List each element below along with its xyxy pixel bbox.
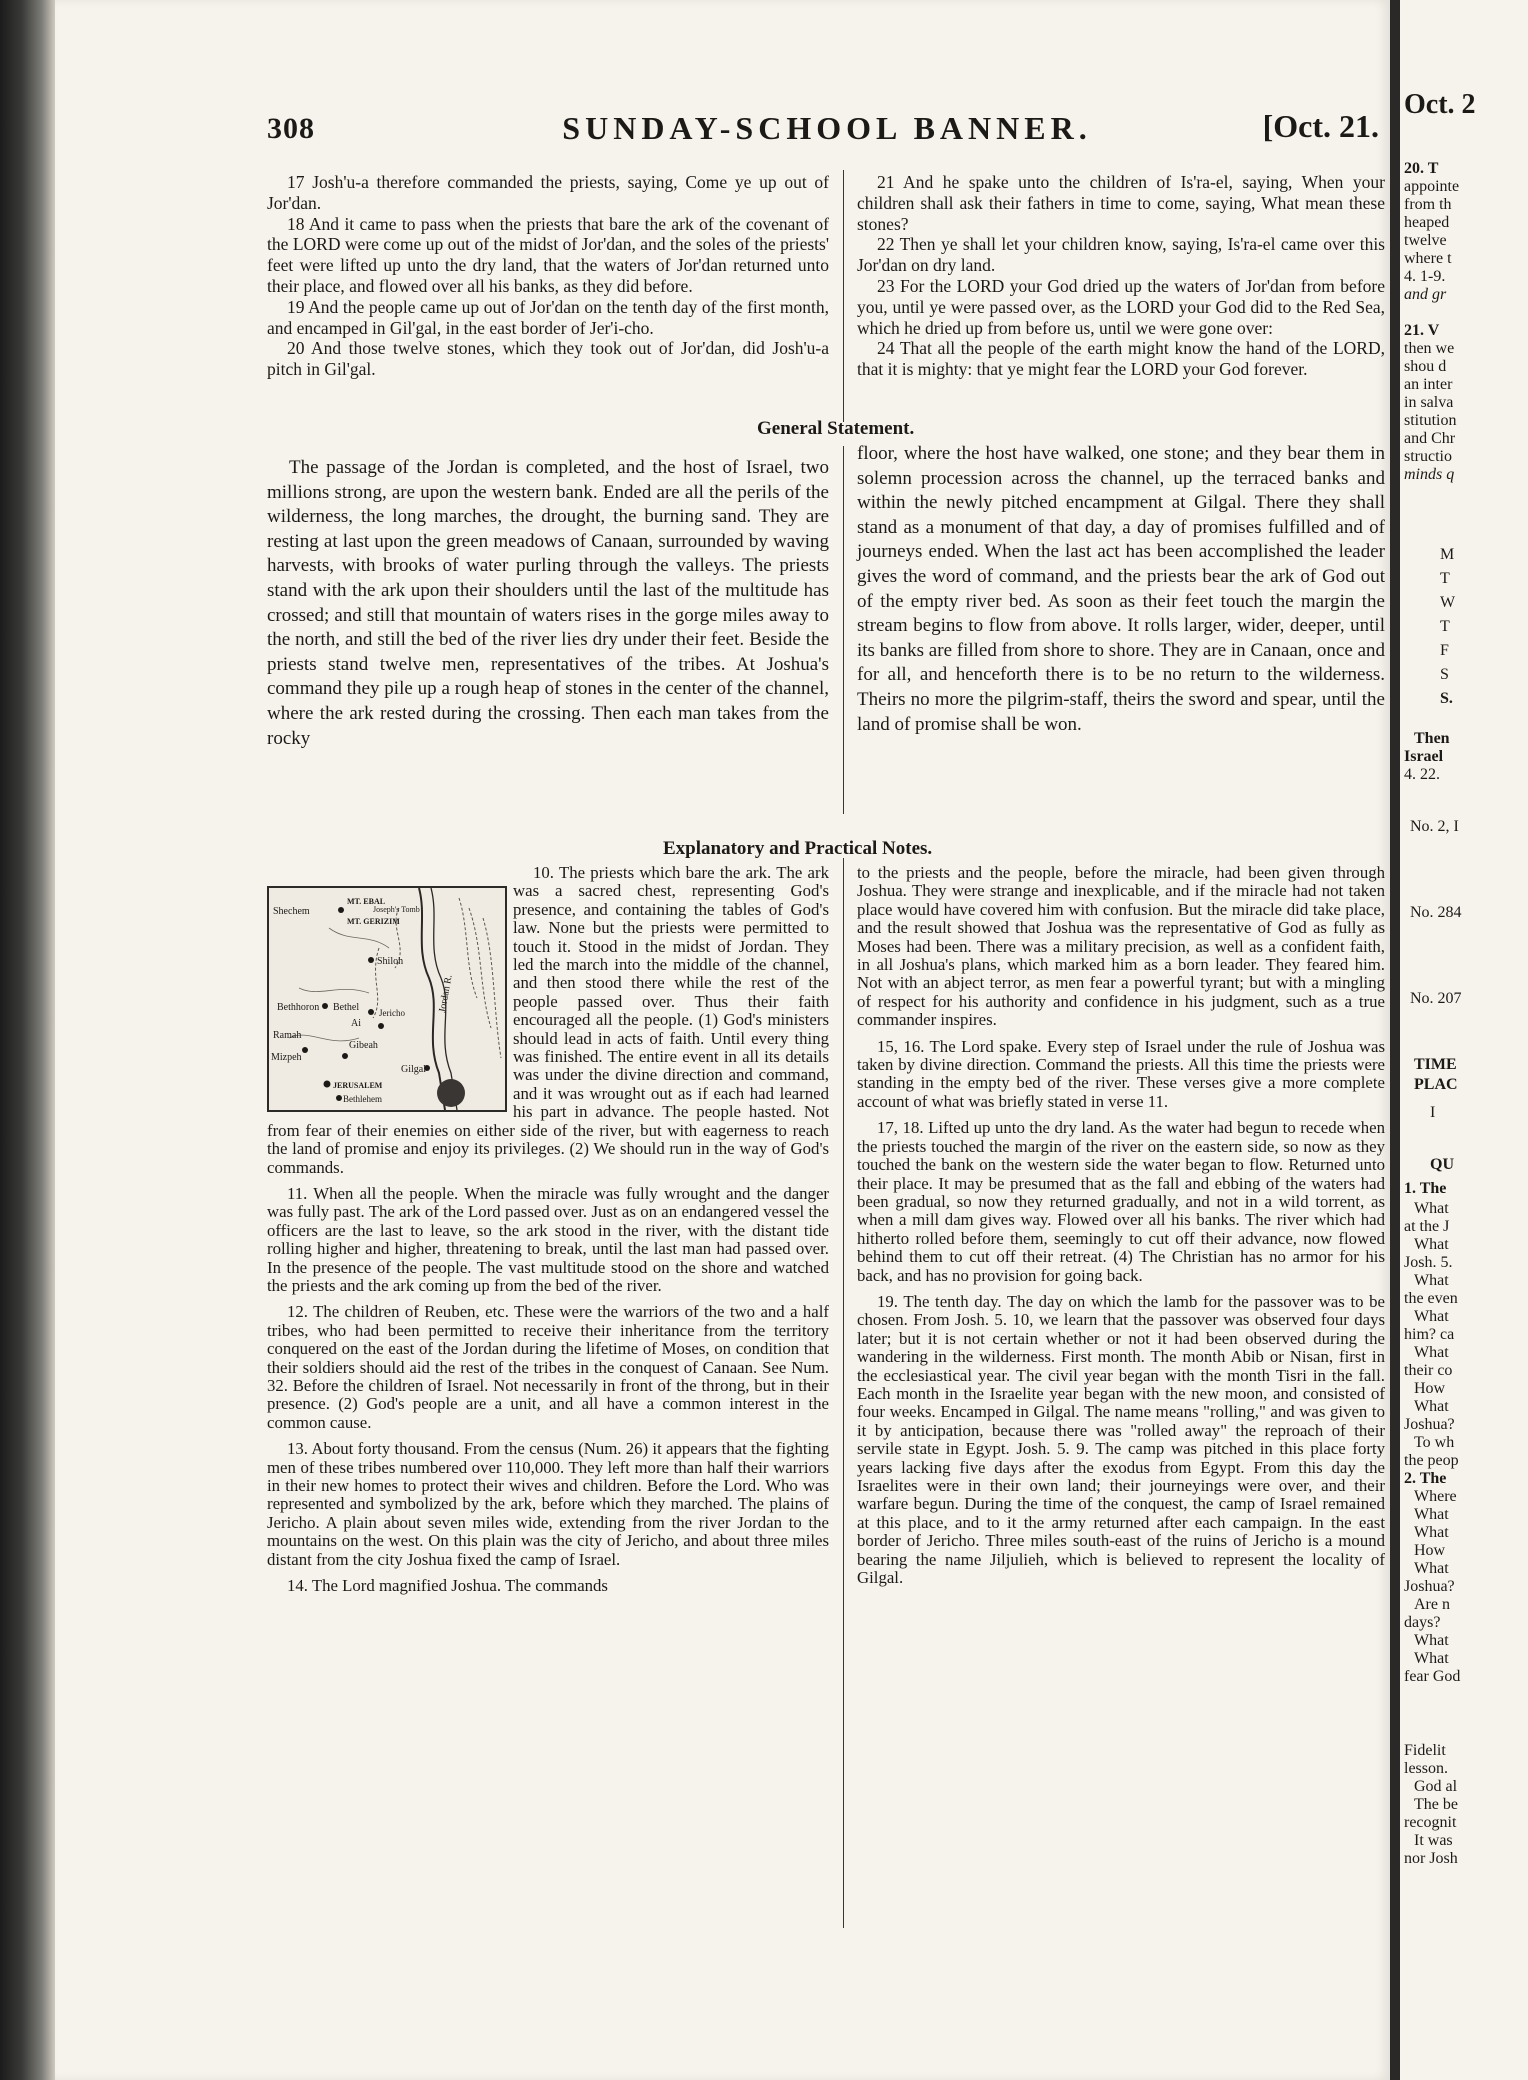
adjacent-page [1400,0,1528,2080]
adjacent-page-line: F [1440,642,1449,659]
adjacent-page-line: fear God [1404,1668,1461,1685]
adjacent-page-line: the peop [1404,1452,1459,1469]
adjacent-page-line: W [1440,594,1456,611]
adjacent-page-line: the even [1404,1290,1458,1307]
notes-left [267,864,829,1603]
adjacent-page-line: No. 284 [1410,904,1462,921]
adjacent-page-line: What [1414,1398,1449,1415]
note-14: 14. The Lord magnified Joshua. The commands [287,1576,608,1596]
adjacent-page-line: TIME [1414,1056,1457,1073]
adjacent-page-line: Israel [1404,748,1444,765]
map-label-shiloh: Shiloh [377,956,404,967]
adjacent-page-line: an inter [1404,376,1453,393]
adjacent-page-line: What [1414,1308,1449,1325]
map-label-bethlehem: Bethlehem [343,1094,382,1104]
page [55,0,1390,2080]
adjacent-page-line: What [1414,1632,1449,1649]
adjacent-page-line: It was [1414,1832,1453,1849]
adjacent-page-line: T [1440,618,1450,635]
adjacent-page-line: What [1414,1344,1449,1361]
notes-right [857,864,1385,1595]
note-12: 12. The children of Reuben, etc. These were the warriors of the two and a half tribes, who had been permitted to receive their inheritance from the territory conquered on the east of the Jordan during the lifetime of Moses, on condition that their soldiers should aid the rest of the tribes in the conquest of Canaan. See Num. 32. Before the children of Israel. Not necessarily in front of the throng, but in their presence. (2) God's people are a unit, and all have a common interest in the common cause. [267,1302,829,1432]
adjacent-page-line: What [1414,1524,1449,1541]
adjacent-page-line: What [1414,1650,1449,1667]
adjacent-page-line: Josh. 5. [1404,1254,1453,1271]
note-17-18: 17, 18. Lifted up unto the dry land. As the water had begun to recede when the priests touched the margin of the river on the eastern side, so now as they touched the bank on the western side the water began to flow. Returned unto their place. It may be presumed that as the fall and ebbing of the waters had been gradual, so now they returned gradually, and not in a wild torrent, as when a mill dam gives way. Flowed over all his banks. The river which had hitherto rolled before them, seemingly to cut off their advance, now flowed behind them to cut off their retreat. (4) The Christian has no armor for his back, and has no provision for going back. [857,1118,1385,1285]
page-title: SUNDAY-SCHOOL BANNER. [562,110,1092,146]
column-rule [843,858,844,1928]
adjacent-page-line: 4. 1-9. [1404,268,1446,285]
map-label-gilgal: Gilgal [401,1064,426,1075]
adjacent-page-line: What [1414,1272,1449,1289]
adjacent-page-line: S. [1440,690,1453,707]
adjacent-page-line: How [1414,1542,1446,1559]
verse-17: 17 Josh'u-a therefore commanded the priests, saying, Come ye up out of Jor'dan. [267,172,829,213]
map-label-ai: Ai [351,1018,361,1029]
verse-19: 19 And the people came up out of Jor'dan on the tenth day of the first month, and encamped in Gil'gal, in the east border of Jer'i-cho. [267,296,829,338]
adjacent-page-line: What [1414,1200,1449,1217]
note-14-continued: to the priests and the people, before the miracle, had been given through Joshua. They were strange and inexplicable, and if the miracle had not taken place would have covered him with confusion. But the miracle did take place, and the result showed that Joshua was the representative of God as fully as Moses had been. There was a military precision, as well as a confident faith, in all Joshua's plans, which marked him as a born leader. They feared him. Not with an abject terror, as men fear a powerful tyrant; but with a mingling of respect for his authority and confidence in his judgment, such as a true commander inspires. [857,863,1385,1030]
adjacent-page-line: God al [1414,1778,1458,1795]
note-15-16: 15, 16. The Lord spake. Every step of Israel under the rule of Joshua was taken by divine direction. Command the priests. All this time the priests were standing in the empty bed of the river. These verses give a more complete account of what was briefly stated in verse 11. [857,1036,1385,1111]
note-19: 19. The tenth day. The day on which the lamb for the passover was to be chosen. From Josh. 5. 10, we learn that the passover was observed four days later; but it is not certain whether or not it had been observed during the wandering in the wilderness. First month. The month Abib or Nisan, first in the ecclesiastical year. The civil year began with the month Tisri in the fall. Each month in the Israelite year began with the new moon, and consisted of four weeks. Encamped in Gilgal. The name means "rolling," and was given to it by anticipation, because there was "rolled away" the reproach of their servile state in Egypt. Josh. 5. 9. The camp was pitched in this place forty years lacking five days after the exodus from Egypt. From this day the Israelites were in their own land; their journeyings were over, and their warfare begun. During the time of the conquest, the camp of Israel remained at this place, and to it the army returned after each campaign. In the east border of Jericho. Three miles south-east of the ruins of Jericho is a mound bearing the name Jiljulieh, which is believed to represent the locality of Gilgal. [857,1291,1385,1588]
adjacent-page-line: Then [1414,730,1450,747]
adjacent-page-line: Joshua? [1404,1416,1455,1433]
column-rule [843,446,844,814]
adjacent-page-line: at the J [1404,1218,1450,1235]
adjacent-page-line: M [1440,546,1455,563]
adjacent-page-line: PLAC [1414,1076,1458,1093]
note-10: 10. The priests which bare the ark. The ark was a sacred chest, representing God's presence, and containing the tables of God's law. None but the priests were permitted to touch it. Stood in the midst of Jordan. They led the march into the middle of the channel, and then stood there while the rest of the people passed over. Thus their faith encouraged all the people. (1) God's ministers should lead in acts of faith. Until every thing was finished. The entire event in all its details was under the divine direction and command, and it was wrought out as if each had learned his part in advance. The people hasted. Not from fear of their enemies on either side of the river, but with eagerness to reach the land of promise and enjoy its privileges. (2) We should run in the way of God's commands. [267,863,829,1177]
adjacent-page-line: him? ca [1404,1326,1455,1343]
general-statement-left [267,456,829,751]
map-label-jericho: Jericho [379,1008,405,1018]
general-statement-text-left: The passage of the Jordan is completed, and the host of Israel, two millions strong, are upon the western bank. Ended are all the perils of the wilderness, the long marches, the drought, the burning sand. They are resting at last upon the green meadows of Canaan, surrounded by waving harvests, with brooks of water purling through the valleys. The priests stand with the ark upon their shoulders until the last of the multitude has crossed; and still that mountain of waters rises in the gorge miles away to the north, and still the bed of the river lies dry under their feet. Beside the priests stand twelve men, representatives of the tribes. At Joshua's command they pile up a rough heap of stones in the center of the channel, where the ark rested during the crossing. Then each man takes from the rocky [267,457,829,749]
adjacent-page-line: Fidelit [1404,1742,1446,1759]
book-gutter [1390,0,1400,2080]
adjacent-page-line: How [1414,1380,1446,1397]
adjacent-page-line: minds q [1404,466,1455,483]
verse-24: 24 That all the people of the earth might know the hand of the LORD, that it is mighty: that ye might fear the LORD your God forever. [857,338,1385,380]
adjacent-page-line: 20. T [1404,160,1439,177]
adjacent-page-line: 21. V [1404,322,1440,339]
adjacent-page-line: QU [1430,1156,1454,1173]
verse-22: 22 Then ye shall let your children know, saying, Is'ra-el came over this Jor'dan on dry land. [857,234,1385,276]
adjacent-page-line: Joshua? [1404,1578,1455,1595]
adjacent-page-line: What [1414,1236,1449,1253]
map-label-jordan-river: Jordan R. [437,973,455,1014]
general-statement-right [857,442,1385,737]
page-number: 308 [267,112,315,145]
scan-shadow-left [0,0,55,2080]
map-label-ramah: Ramah [273,1030,302,1041]
adjacent-page-line: where t [1404,250,1452,267]
adjacent-page-line: To wh [1414,1434,1455,1451]
map-label-bethel: Bethel [333,1002,360,1013]
note-11: 11. When all the people. When the miracle was fully wrought and the danger was fully past. The ark of the Lord passed over. Just as on an endangered vessel the officers are the last to leave, so the ark stood in the river, with the distant tide rolling higher and higher, threatening to break, until the last man had passed over. In the presence of the people. The vast multitude stood on the shore and watched the priests and the ark coming up from the bed of the river. [267,1183,829,1295]
map-label-josephs-tomb: Joseph's Tomb [373,905,420,914]
adjacent-page-line: appointe [1404,178,1460,195]
adjacent-page-line: Where [1414,1488,1457,1505]
adjacent-page-line: their co [1404,1362,1453,1379]
map-label-gibeah: Gibeah [349,1040,378,1051]
adjacent-page-line: What [1414,1506,1449,1523]
map-float-space [267,864,513,1112]
adjacent-page-line: What [1414,1560,1449,1577]
adjacent-page-line: heaped [1404,214,1450,231]
adjacent-page-line: and gr [1404,286,1447,303]
adjacent-page-line: The be [1414,1796,1458,1813]
adjacent-page-line: recognit [1404,1814,1457,1831]
map-label-mt-ebal: MT. EBAL [347,897,386,906]
adjacent-page-line: in salva [1404,394,1454,411]
adjacent-page-line: No. 207 [1410,990,1462,1007]
adjacent-page-line: 1. The [1404,1180,1447,1197]
verse-18: 18 And it came to pass when the priests that bare the ark of the covenant of the LORD were come up out of the midst of Jor'dan, and the soles of the priests' feet were lifted up unto the dry land, that the waters of Jor'dan returned unto their place, and flowed over all his banks, as they did before. [267,213,829,296]
adjacent-page-line: shou d [1404,358,1447,375]
note-13: 13. About forty thousand. From the census (Num. 26) it appears that the fighting men of these tribes numbered over 110,000. They left more than half their warriors in their new homes to protect their wives and children. Before the Lord. Who was represented and symbolized by the ark, before which they marched. The plains of Jericho. A plain about seven miles wide, extending from the river Jordan to the mountains on the west. On this plain was the city of Jericho, and about three miles distant from the city Joshua fixed the camp of Israel. [267,1439,829,1569]
verse-20: 20 And those twelve stones, which they took out of Jor'dan, did Josh'u-a pitch in Gil'gal. [267,338,829,380]
map-label-mizpeh: Mizpeh [271,1052,302,1063]
verse-23: 23 For the LORD your God dried up the waters of Jor'dan from before you, until ye were passed over, as the LORD your God did to the Red Sea, which he dried up from before us, until we were gone over: [857,275,1385,338]
adjacent-page-line: 4. 22. [1404,766,1440,783]
adjacent-page-line: twelve [1404,232,1447,249]
scripture-right [857,172,1385,380]
verse-21: 21 And he spake unto the children of Is'ra-el, saying, When your children shall ask their fathers in time to come, saying, What mean these stones? [857,172,1385,234]
adjacent-page-line: No. 2, I [1410,818,1459,835]
general-statement-heading: General Statement. [757,418,915,439]
column-rule [843,170,844,422]
page-date: [Oct. 21. [1262,108,1379,144]
adjacent-page-line: S [1440,666,1449,683]
adjacent-page-line: Are n [1414,1596,1450,1613]
page-header [267,108,1387,158]
adjacent-page-line: stitution [1404,412,1457,429]
adjacent-page-header: Oct. 2 [1404,89,1476,120]
adjacent-page-line: T [1440,570,1450,587]
adjacent-page-line: days? [1404,1614,1441,1631]
map-label-jerusalem: JERUSALEM [333,1081,383,1090]
adjacent-page-line: and Chr [1404,430,1456,447]
adjacent-page-line: structio [1404,448,1452,465]
adjacent-page-line: from th [1404,196,1452,213]
adjacent-page-line: then we [1404,340,1455,357]
scripture-left [267,172,829,380]
notes-heading: Explanatory and Practical Notes. [663,838,933,859]
map-label-bethhoron: Bethhoron [277,1002,320,1013]
map-label-mt-gerizim: MT. GERIZIM [347,917,400,926]
adjacent-page-line: I [1430,1104,1436,1121]
general-statement-text-right: floor, where the host have walked, one stone; and they bear them in solemn procession across the channel, up the terraced banks and within the newly pitched encampment at Gilgal. There they shall stand as a monument of that day, a day of promises fulfilled and of journeys ended. When the last act has been accomplished the leader gives the word of command, and the priests bear the ark of God out of the empty river bed. As soon as their feet touch the margin the stream begins to flow from above. It rolls larger, wider, deeper, until its banks are filled from shore to shore. They are in Canaan, once and for all, and henceforth there is to be no return to the wilderness. Theirs no more the pilgrim-staff, theirs the sword and spear, until the land of promise shall be won. [857,443,1385,735]
map-label-shechem: Shechem [273,906,310,917]
adjacent-page-line: lesson. [1404,1760,1448,1777]
adjacent-page-line: nor Josh [1404,1850,1458,1867]
adjacent-page-line: 2. The [1404,1470,1447,1487]
